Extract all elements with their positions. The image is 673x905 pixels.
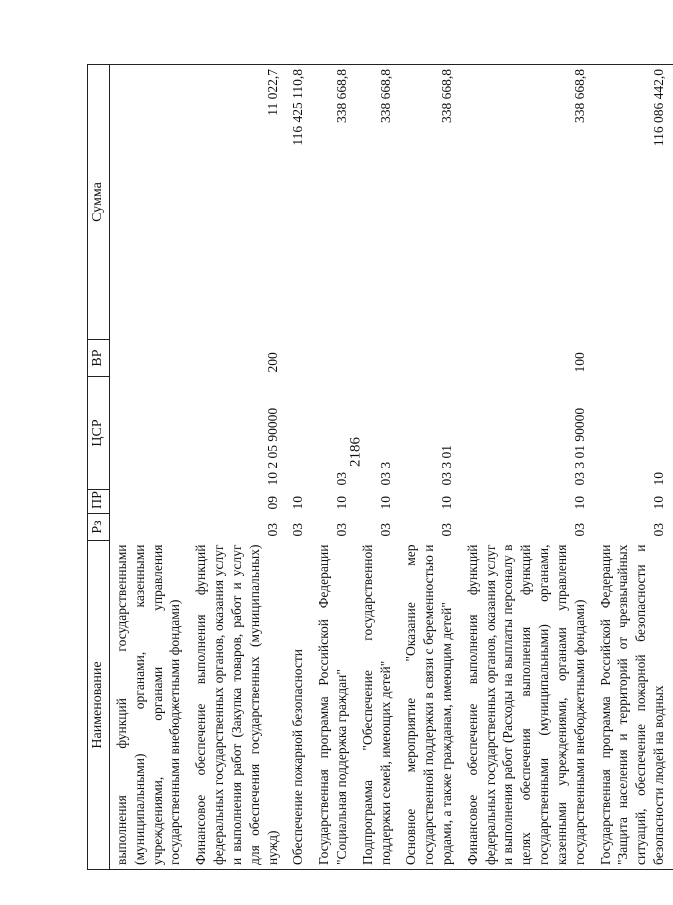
header-csr: ЦСР <box>88 377 110 490</box>
header-vr: ВР <box>88 340 110 377</box>
table-row <box>110 65 190 870</box>
row-sum <box>110 65 190 340</box>
row-rz: 03 <box>333 523 349 537</box>
row-vr <box>399 340 460 377</box>
row-csr <box>286 377 312 490</box>
row-pr: 10 <box>650 496 666 510</box>
row-csr: 03 3 01 90000 <box>571 407 587 486</box>
row-rz: 03 <box>377 523 393 537</box>
budget-table <box>87 64 673 870</box>
row-vr: 100 <box>571 352 587 373</box>
row-rz: 03 <box>571 523 587 537</box>
row-csr: 03 3 01 <box>439 445 454 486</box>
row-name: Подпрограмма "Обеспечение государственной поддержки семей, имеющих детей" <box>356 541 400 870</box>
table-row <box>594 65 673 870</box>
row-name: Основное мероприятие "Оказание мер государственной поддержки в связи с беременностью и родами, а также гражданам, имеющим детей" <box>399 541 460 870</box>
row-vr <box>312 340 356 377</box>
row-vr: 200 <box>264 352 280 373</box>
row-sum: 116 425 110,8 <box>286 65 312 340</box>
row-csr: 10 2 05 90000 <box>264 407 280 486</box>
row-pr <box>110 490 190 514</box>
row-sum: 338 668,8 <box>312 65 356 340</box>
row-name: Финансовое обеспечение выполнения функций федеральных государственных органов, оказания услуг и выполнения работ (Расходы на выплаты персоналу в целях обеспечения выполнения функций государственными (муниципальными) органами, казенными учреждениями, органами управления государственными внебюджетными фондами) <box>461 541 594 870</box>
table-row <box>356 65 400 870</box>
row-csr: 10 <box>650 472 666 486</box>
row-pr: 10 <box>290 496 306 510</box>
row-csr: 03 <box>333 472 349 486</box>
row-rz: 03 <box>264 523 280 537</box>
row-name: выполнения функций государственными (муниципальными) органами, казенными учреждениями, органами управления государственными внебюджетными фондами) <box>110 541 190 870</box>
row-vr <box>594 340 673 377</box>
header-rz: Рз <box>88 514 110 541</box>
header-pr: ПР <box>88 490 110 514</box>
row-csr <box>110 377 190 490</box>
row-rz <box>110 514 190 541</box>
budget-table-sheet <box>87 65 666 870</box>
row-sum: 338 668,8 <box>399 65 460 340</box>
row-sum: 338 668,8 <box>356 65 400 340</box>
row-name: Обеспечение пожарной безопасности <box>286 541 312 870</box>
row-csr: 03 3 <box>377 461 393 486</box>
row-vr <box>110 340 190 377</box>
table-row <box>312 65 356 870</box>
row-pr: 10 <box>333 496 349 510</box>
table-row <box>399 65 460 870</box>
header-name: Наименование <box>88 541 110 870</box>
table-row <box>461 65 594 870</box>
page-number-text: 2186 <box>347 437 364 467</box>
row-rz: 03 <box>650 523 666 537</box>
row-name: Государственная программа Российской Федерации "Защита населения и территорий от чрезвычайных ситуаций, обеспечение пожарной безопасности и безопасности людей на водных <box>594 541 673 870</box>
header-sum: Сумма <box>88 65 110 340</box>
row-sum: 338 668,8 <box>461 65 594 340</box>
row-sum: 11 022,7 <box>189 65 286 340</box>
row-rz: 03 <box>439 523 454 537</box>
row-pr: 09 <box>264 496 280 510</box>
row-rz: 03 <box>290 523 306 537</box>
table-row <box>189 65 286 870</box>
row-pr: 10 <box>571 496 587 510</box>
row-vr <box>356 340 400 377</box>
row-name: Государственная программа Российской Федерации "Социальная поддержка граждан" <box>312 541 356 870</box>
row-sum: 116 086 442,0 <box>594 65 673 340</box>
row-name: Финансовое обеспечение выполнения функций федеральных государственных органов, оказания услуг и выполнения работ (Закупка товаров, работ и услуг для обеспечения государственных (муниципальных) нужд) <box>189 541 286 870</box>
row-vr <box>286 340 312 377</box>
table-row <box>286 65 312 870</box>
row-pr: 10 <box>377 496 393 510</box>
header-row <box>88 65 110 870</box>
row-pr: 10 <box>439 496 454 510</box>
